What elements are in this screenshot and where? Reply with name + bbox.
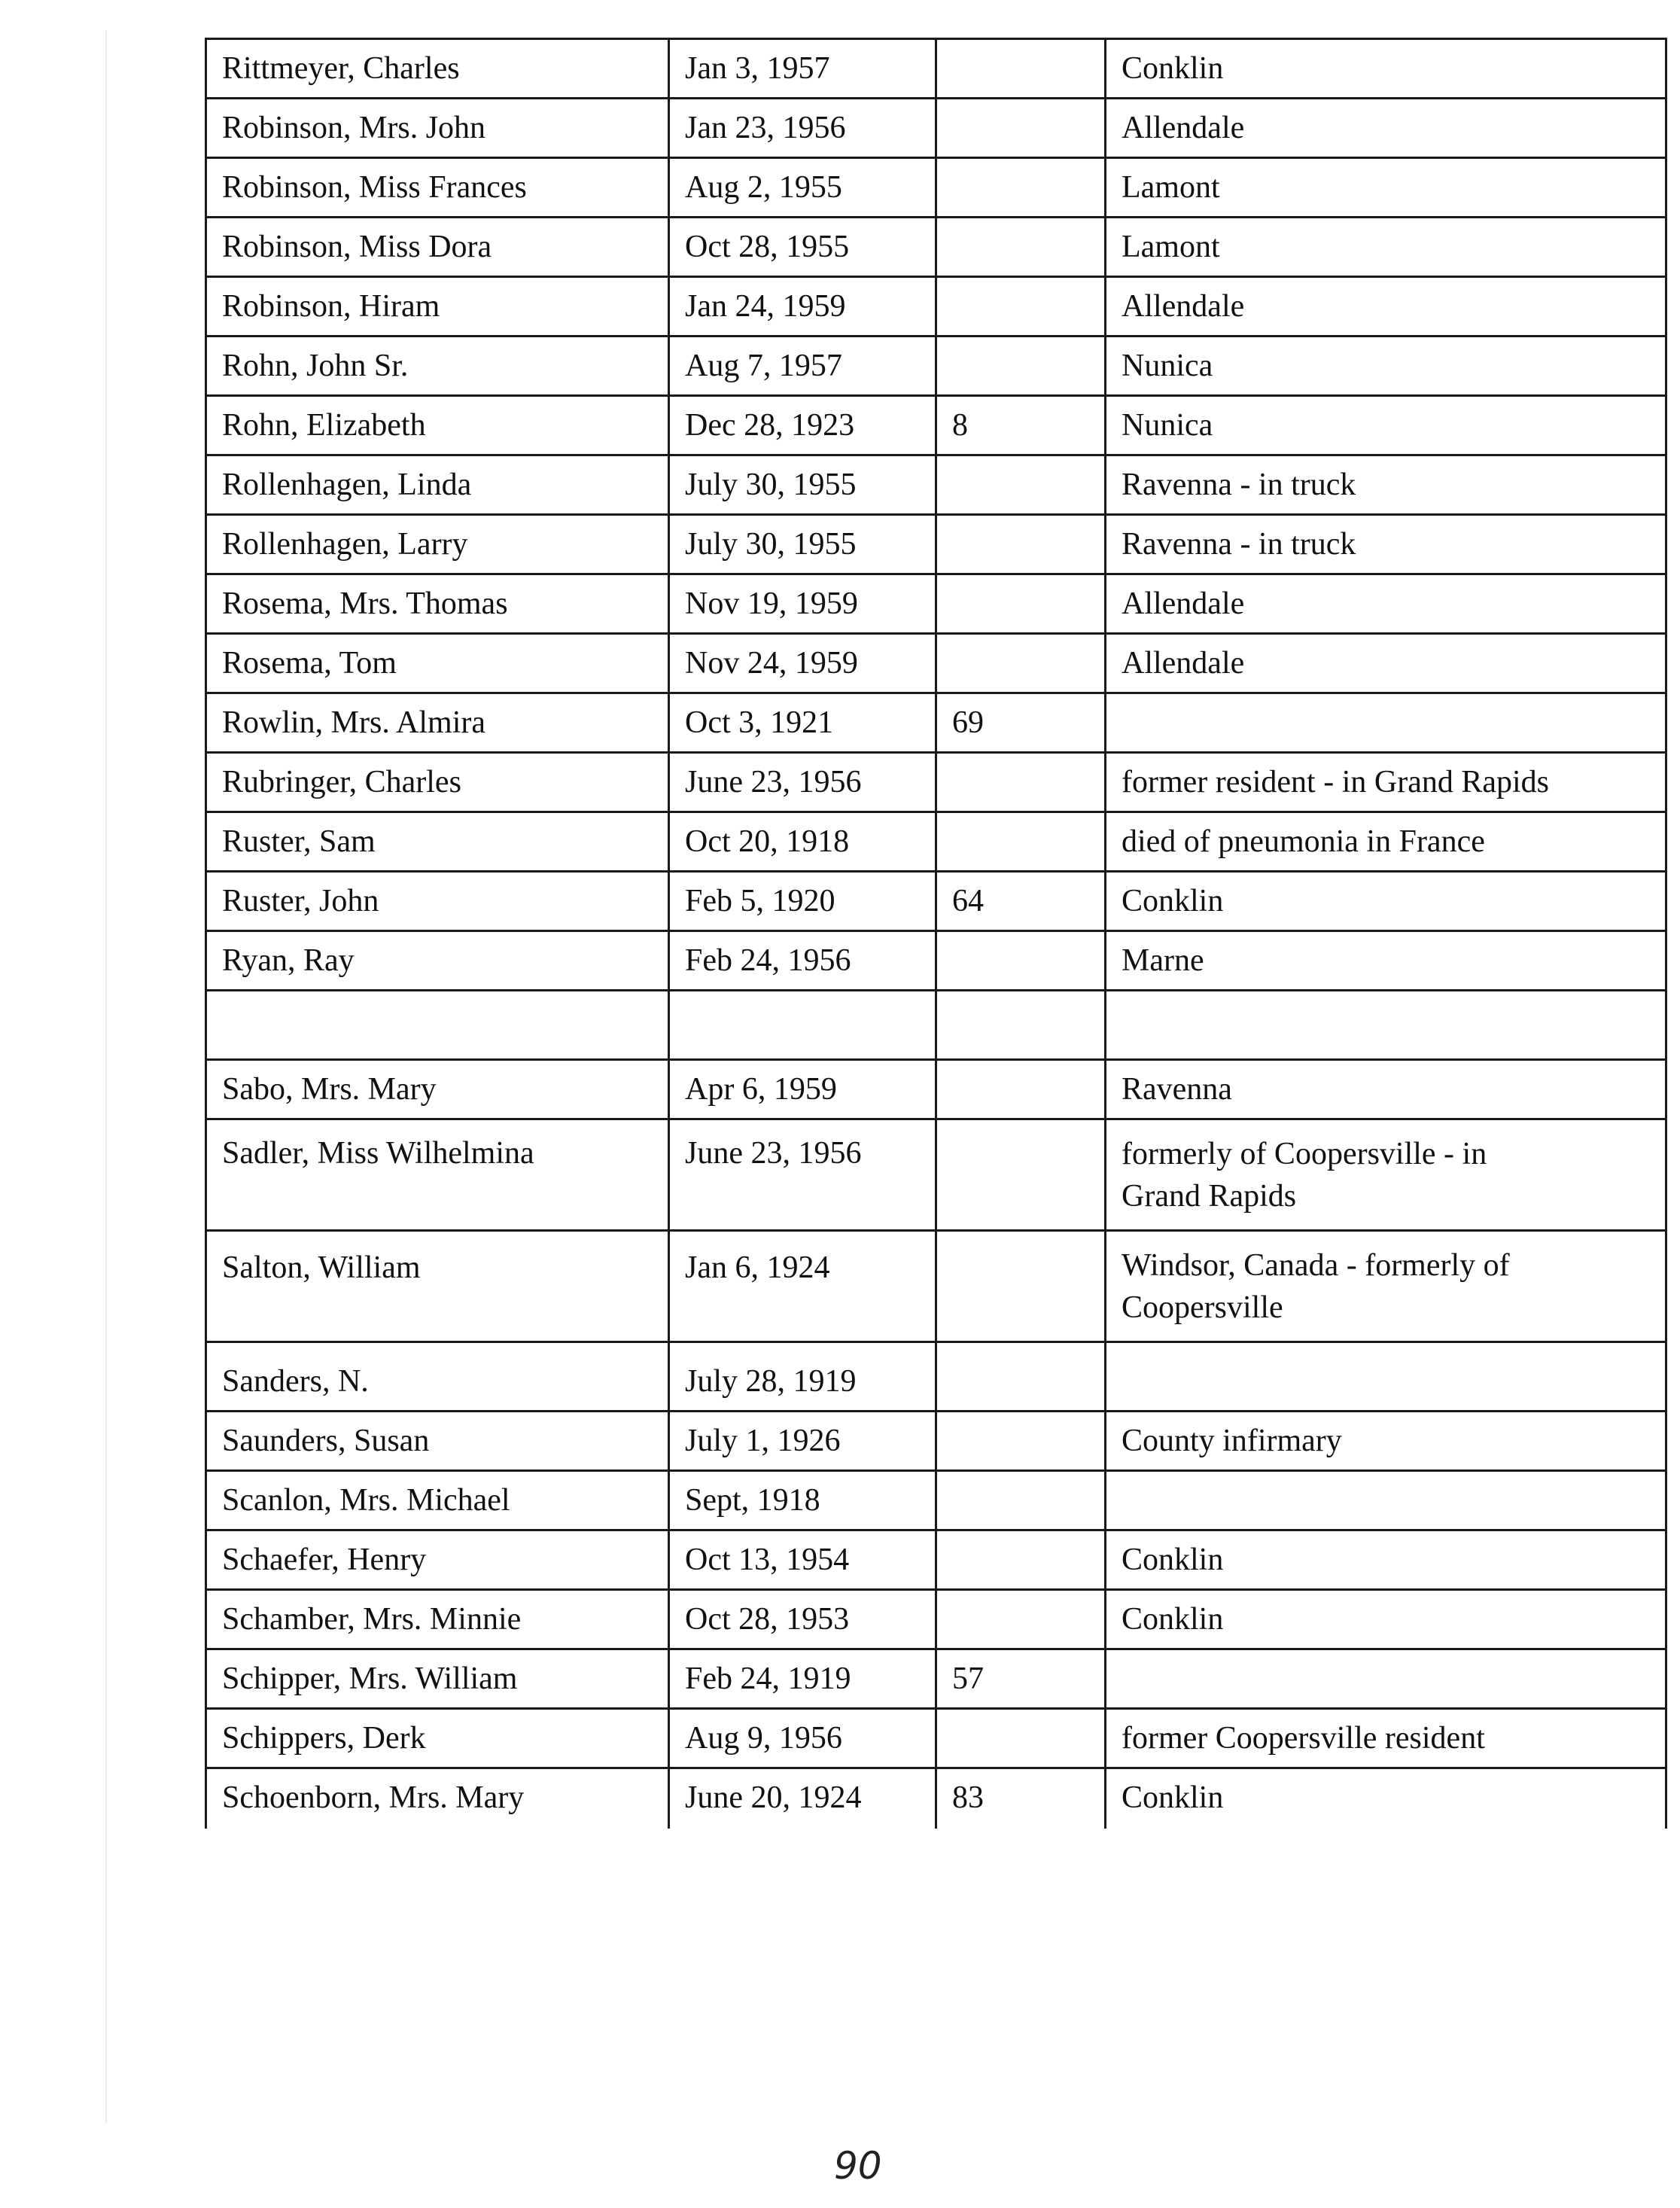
name-cell: Saunders, Susan — [206, 1412, 669, 1471]
table-row — [206, 1119, 1666, 1231]
name-cell: Robinson, Mrs. John — [206, 99, 669, 158]
place-cell: Conklin — [1106, 1530, 1666, 1590]
date-cell: July 30, 1955 — [669, 455, 936, 515]
name-cell: Rowlin, Mrs. Almira — [206, 693, 669, 753]
name-cell — [206, 991, 669, 1060]
place-cell — [1106, 1342, 1666, 1412]
date-cell: Nov 24, 1959 — [669, 634, 936, 693]
date-cell: Aug 2, 1955 — [669, 158, 936, 218]
table-row — [206, 1530, 1666, 1590]
place-cell: Ravenna - in truck — [1106, 455, 1666, 515]
table-row — [206, 812, 1666, 872]
table-row — [206, 515, 1666, 574]
age-cell — [936, 39, 1106, 99]
date-cell — [669, 991, 936, 1060]
table-row — [206, 1768, 1666, 1828]
date-cell: Jan 24, 1959 — [669, 277, 936, 337]
place-cell: Allendale — [1106, 574, 1666, 634]
date-cell: June 23, 1956 — [669, 753, 936, 812]
table-row — [206, 1649, 1666, 1709]
table-row — [206, 337, 1666, 396]
name-cell: Rollenhagen, Linda — [206, 455, 669, 515]
date-cell: Aug 7, 1957 — [669, 337, 936, 396]
name-cell: Rosema, Tom — [206, 634, 669, 693]
table-row — [206, 218, 1666, 277]
age-cell — [936, 337, 1106, 396]
age-cell: 64 — [936, 872, 1106, 931]
table-row — [206, 1060, 1666, 1119]
name-cell: Schamber, Mrs. Minnie — [206, 1590, 669, 1649]
name-cell: Schaefer, Henry — [206, 1530, 669, 1590]
name-cell: Ruster, John — [206, 872, 669, 931]
age-cell — [936, 812, 1106, 872]
date-cell: July 30, 1955 — [669, 515, 936, 574]
date-cell: Jan 23, 1956 — [669, 99, 936, 158]
table-row — [206, 931, 1666, 991]
place-cell: Conklin — [1106, 872, 1666, 931]
age-cell: 69 — [936, 693, 1106, 753]
age-cell — [936, 1530, 1106, 1590]
place-cell: Lamont — [1106, 158, 1666, 218]
name-cell: Rittmeyer, Charles — [206, 39, 669, 99]
table-row — [206, 872, 1666, 931]
name-cell: Sabo, Mrs. Mary — [206, 1060, 669, 1119]
age-cell — [936, 1709, 1106, 1768]
table-row — [206, 158, 1666, 218]
age-cell — [936, 515, 1106, 574]
age-cell — [936, 1412, 1106, 1471]
place-cell: County infirmary — [1106, 1412, 1666, 1471]
table-row — [206, 1590, 1666, 1649]
date-cell: Oct 3, 1921 — [669, 693, 936, 753]
table-row — [206, 753, 1666, 812]
place-cell: former resident - in Grand Rapids — [1106, 753, 1666, 812]
date-cell: June 23, 1956 — [669, 1119, 936, 1231]
table-row — [206, 1342, 1666, 1412]
date-cell: Apr 6, 1959 — [669, 1060, 936, 1119]
age-cell — [936, 753, 1106, 812]
age-cell — [936, 931, 1106, 991]
age-cell — [936, 1231, 1106, 1342]
name-cell: Sadler, Miss Wilhelmina — [206, 1119, 669, 1231]
name-cell: Scanlon, Mrs. Michael — [206, 1471, 669, 1530]
place-cell: Allendale — [1106, 634, 1666, 693]
date-cell: Feb 5, 1920 — [669, 872, 936, 931]
date-cell: Oct 20, 1918 — [669, 812, 936, 872]
name-cell: Rohn, Elizabeth — [206, 396, 669, 455]
name-cell: Rubringer, Charles — [206, 753, 669, 812]
page-number: 90 — [834, 2144, 882, 2188]
age-cell — [936, 1342, 1106, 1412]
table-row — [206, 693, 1666, 753]
name-cell: Ryan, Ray — [206, 931, 669, 991]
name-cell: Robinson, Hiram — [206, 277, 669, 337]
age-cell: 57 — [936, 1649, 1106, 1709]
age-cell: 8 — [936, 396, 1106, 455]
age-cell — [936, 1471, 1106, 1530]
date-cell: Sept, 1918 — [669, 1471, 936, 1530]
place-cell: Allendale — [1106, 277, 1666, 337]
age-cell — [936, 1119, 1106, 1231]
age-cell: 83 — [936, 1768, 1106, 1828]
table-row — [206, 99, 1666, 158]
place-cell — [1106, 1649, 1666, 1709]
name-cell: Schippers, Derk — [206, 1709, 669, 1768]
table-row — [206, 396, 1666, 455]
table-row-blank — [206, 991, 1666, 1060]
date-cell: Dec 28, 1923 — [669, 396, 936, 455]
place-cell: Nunica — [1106, 337, 1666, 396]
table-row — [206, 574, 1666, 634]
place-cell — [1106, 991, 1666, 1060]
place-cell: Allendale — [1106, 99, 1666, 158]
date-cell: Feb 24, 1956 — [669, 931, 936, 991]
place-cell: Conklin — [1106, 39, 1666, 99]
place-cell: Nunica — [1106, 396, 1666, 455]
name-cell: Salton, William — [206, 1231, 669, 1342]
table-row — [206, 277, 1666, 337]
name-cell: Robinson, Miss Dora — [206, 218, 669, 277]
age-cell — [936, 99, 1106, 158]
table-row — [206, 634, 1666, 693]
date-cell: Oct 13, 1954 — [669, 1530, 936, 1590]
place-cell: formerly of Coopersville - in Grand Rapids — [1106, 1119, 1666, 1231]
date-cell: Feb 24, 1919 — [669, 1649, 936, 1709]
date-cell: Oct 28, 1953 — [669, 1590, 936, 1649]
age-cell — [936, 1060, 1106, 1119]
name-cell: Robinson, Miss Frances — [206, 158, 669, 218]
date-cell: Nov 19, 1959 — [669, 574, 936, 634]
place-cell: died of pneumonia in France — [1106, 812, 1666, 872]
age-cell — [936, 277, 1106, 337]
age-cell — [936, 218, 1106, 277]
date-cell: July 1, 1926 — [669, 1412, 936, 1471]
age-cell — [936, 991, 1106, 1060]
name-cell: Schipper, Mrs. William — [206, 1649, 669, 1709]
table-row — [206, 1709, 1666, 1768]
table-row — [206, 1412, 1666, 1471]
place-cell: Windsor, Canada - formerly of Coopersville — [1106, 1231, 1666, 1342]
place-cell — [1106, 693, 1666, 753]
place-cell: Lamont — [1106, 218, 1666, 277]
date-cell: Jan 6, 1924 — [669, 1231, 936, 1342]
table-row — [206, 455, 1666, 515]
name-cell: Ruster, Sam — [206, 812, 669, 872]
date-cell: Oct 28, 1955 — [669, 218, 936, 277]
date-cell: July 28, 1919 — [669, 1342, 936, 1412]
age-cell — [936, 1590, 1106, 1649]
table-row — [206, 1471, 1666, 1530]
place-cell: Marne — [1106, 931, 1666, 991]
place-cell: former Coopersville resident — [1106, 1709, 1666, 1768]
date-cell: June 20, 1924 — [669, 1768, 936, 1828]
place-cell: Ravenna — [1106, 1060, 1666, 1119]
place-cell — [1106, 1471, 1666, 1530]
place-cell: Conklin — [1106, 1768, 1666, 1828]
age-cell — [936, 158, 1106, 218]
age-cell — [936, 634, 1106, 693]
age-cell — [936, 455, 1106, 515]
age-cell — [936, 574, 1106, 634]
name-cell: Rosema, Mrs. Thomas — [206, 574, 669, 634]
date-cell: Aug 9, 1956 — [669, 1709, 936, 1768]
table-row — [206, 1231, 1666, 1342]
name-cell: Schoenborn, Mrs. Mary — [206, 1768, 669, 1828]
place-cell: Ravenna - in truck — [1106, 515, 1666, 574]
name-cell: Rollenhagen, Larry — [206, 515, 669, 574]
obituary-index-table — [205, 38, 1667, 1829]
place-cell: Conklin — [1106, 1590, 1666, 1649]
table-row — [206, 39, 1666, 99]
name-cell: Rohn, John Sr. — [206, 337, 669, 396]
table-body — [206, 39, 1666, 1828]
date-cell: Jan 3, 1957 — [669, 39, 936, 99]
name-cell: Sanders, N. — [206, 1342, 669, 1412]
